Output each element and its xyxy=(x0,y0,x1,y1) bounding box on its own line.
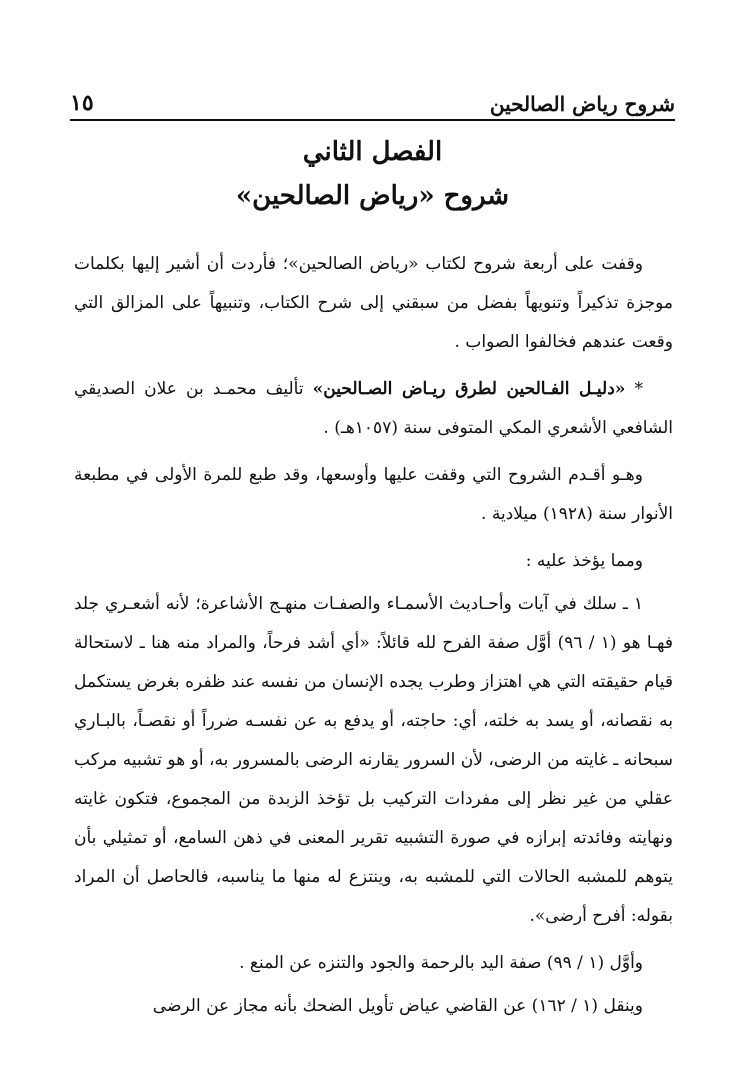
paragraph-criticism-dahik: وينقل (١ / ١٦٢) عن القاضي عياض تأويل الضحك بأنه مجاز عن الرضى xyxy=(152,996,643,1016)
chapter-subtitle: شروح «رياض الصالحين» xyxy=(235,181,510,211)
page-number: ١٥ xyxy=(70,90,94,116)
bullet-star: * xyxy=(634,379,643,399)
chapter-title: الفصل الثاني xyxy=(302,137,443,167)
book-title-dalil: «دليـل الفـالحين لطرق ريـاض الصـالحين» xyxy=(312,379,626,399)
paragraph-oldest-commentary: وهـو أقـدم الشروح التي وقفت عليها وأوسعها، وقد طبع للمرة الأولى في مطبعة الأنوار سنة (١٩٢٨) ميلادية . xyxy=(74,465,673,524)
paragraph-criticism-yad: وأوَّل (١ / ٩٩) صفة اليد بالرحمة والجود والتنزه عن المنع . xyxy=(239,953,643,973)
paragraph-first-commentary xyxy=(74,370,673,448)
paragraph-criticism-one: ١ ـ سلك في آيات وأحـاديث الأسمـاء والصفـات منهـج الأشاعرة؛ لأنه أشعـري جلد فهـا هو (١ / ٩٦) أوَّل صفة الفرح لله قائلاً: «أي أشد فرحاً، والمراد منه هنا ـ لاستحالة قيام حقيقته التي هي اهتزاز وطرب يجده الإنسان من نفسه عند ظفره بغرض يستكمل به نقصانه، أو يسد به خلته، أي: حاجته، أو يدفع به عن نفسـه ضرراً أو نقصـاً، بالبـاري سبحانه ـ غايته من الرضى، لأن السرور يقارنه الرضى بالمسرور به، أو هو تشبيه مركب عقلي من غير نظر إلى مفردات التركيب بل تؤخذ الزبدة من المجموع، فتكون غايته ونهايته وفائدته إبرازه في صورة التشبيه تقرير المعنى في ذهن السامع، أو تمثيلي بأن يتوهم للمشبه الحالات التي للمشبه به، وينتزع له منها ما يناسبه، فالحاصل أن المراد بقوله: أفرح أرضى». xyxy=(74,594,673,926)
running-header xyxy=(70,80,675,121)
paragraph-intro: وقفت على أربعة شروح لكتاب «رياض الصالحين»؛ فأردت أن أشير إليها بكلمات موجزة تذكيراً وتنويهاً بفضل من سبقني إلى شرح الكتاب، وتنبيهاً على المزالق التي وقعت عندهم فخالفوا الصواب . xyxy=(74,254,673,352)
running-title: شروح رياض الصالحين xyxy=(489,92,675,116)
body-text xyxy=(74,245,673,1034)
chapter-heading xyxy=(70,130,675,218)
book-author-info: تأليف محمـد بن علان الصديقي الشافعي الأشعري المكي المتوفى سنة (١٠٥٧هـ) . xyxy=(74,379,673,438)
paragraph-criticism-intro: ومما يؤخذ عليه : xyxy=(525,551,643,571)
